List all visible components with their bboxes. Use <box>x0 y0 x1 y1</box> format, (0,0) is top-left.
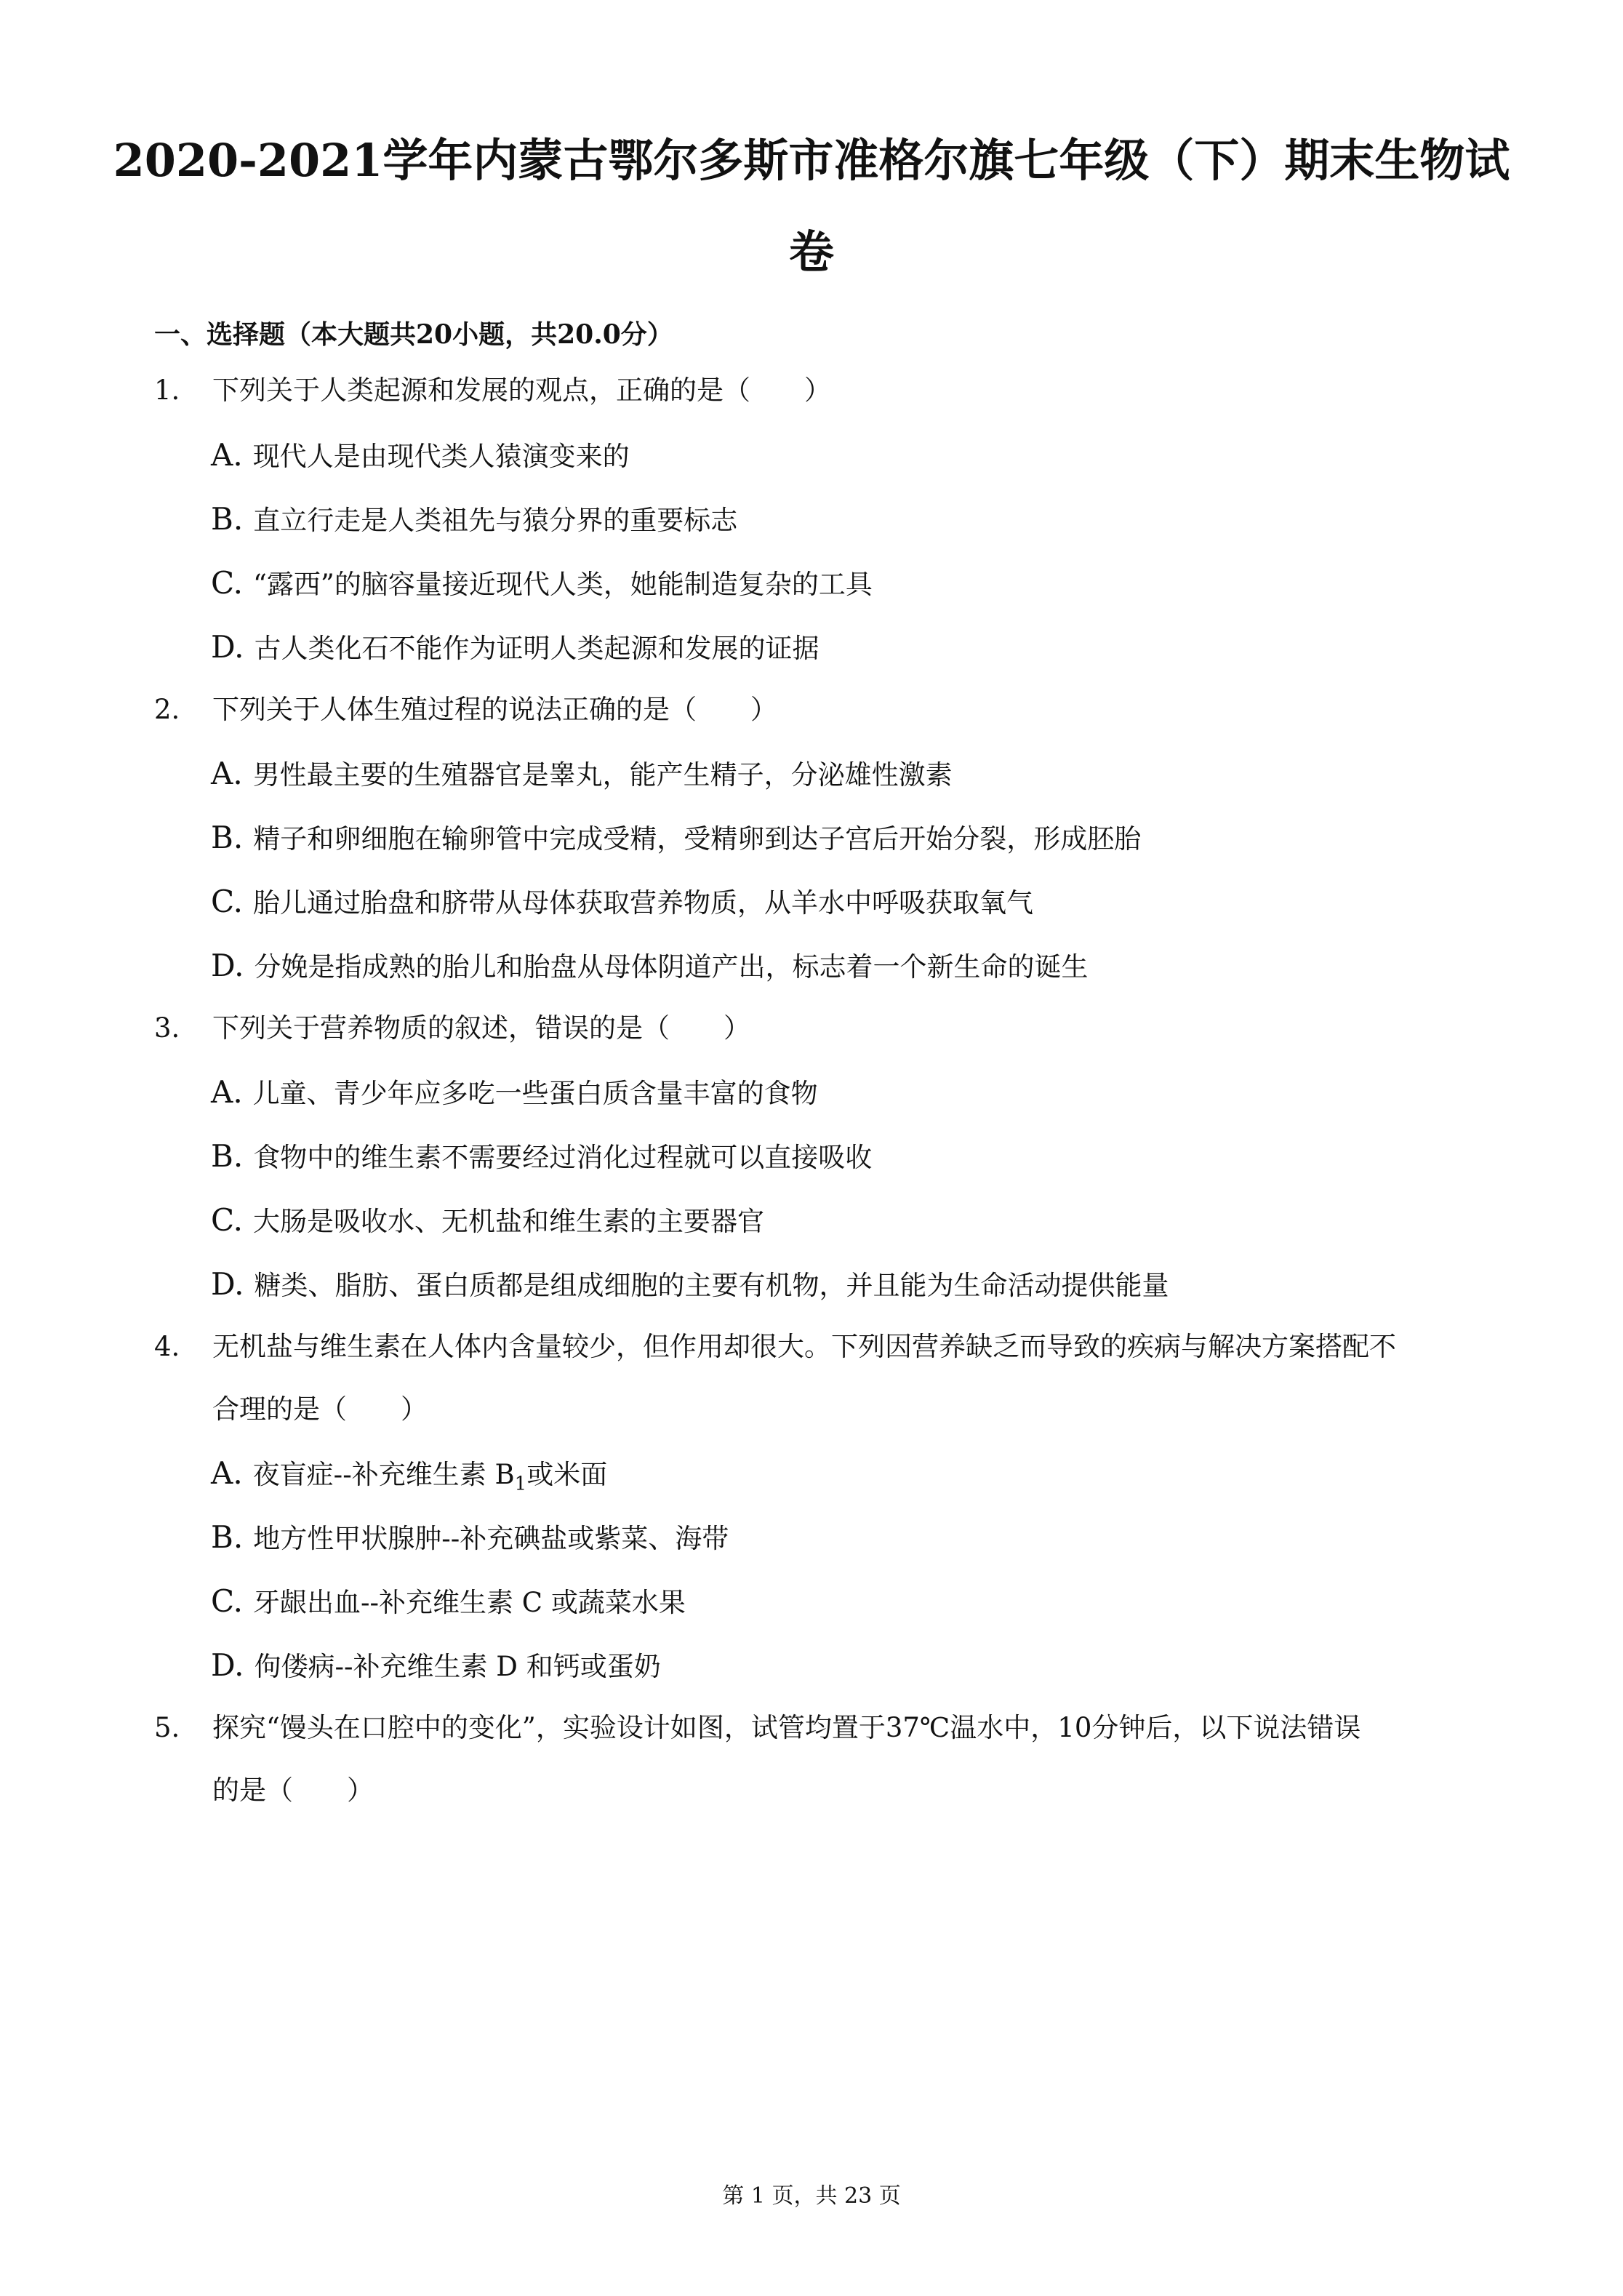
option-text: 夜盲症--补充维生素 B <box>252 1459 515 1490</box>
option-text: 分娩是指成熟的胎儿和胎盘从母体阴道产出，标志着一个新生命的诞生 <box>254 951 1089 983</box>
option-letter: A. <box>211 1455 243 1491</box>
option-text: 精子和卵细胞在输卵管中完成受精，受精卵到达子宫后开始分裂，形成胚胎 <box>253 823 1142 855</box>
option-c <box>211 880 1033 925</box>
option-d <box>211 1263 1169 1308</box>
option-text: 古人类化石不能作为证明人类起源和发展的证据 <box>254 633 819 664</box>
option-letter: C. <box>211 565 243 601</box>
option-letter: A. <box>211 437 243 473</box>
document-title <box>109 115 1514 298</box>
option-c <box>211 1580 686 1625</box>
question-text-line-1: 无机盐与维生素在人体内含量较少，但作用却很大。下列因营养缺乏而导致的疾病与解决方案搭配不 <box>212 1331 1396 1362</box>
option-b <box>211 1516 729 1561</box>
question-number: 1. <box>154 375 180 406</box>
question-text-line-1: 探究“馒头在口腔中的变化”，实验设计如图，试管均置于37℃温水中，10分钟后，以下说法错误 <box>212 1712 1361 1743</box>
question-number: 4. <box>154 1331 180 1362</box>
option-letter: D. <box>211 1647 244 1683</box>
option-text: 地方性甲状腺肿--补充碘盐或紫菜、海带 <box>253 1523 729 1554</box>
page-footer: 第 1 页，共 23 页 <box>722 2183 901 2209</box>
option-letter: A. <box>211 1074 243 1110</box>
title-line-2: 卷 <box>788 225 834 279</box>
option-b <box>211 1135 872 1180</box>
option-text: 现代人是由现代类人猿演变来的 <box>252 441 630 472</box>
question-text-line-2: 合理的是（ ） <box>212 1393 428 1425</box>
question-text: 下列关于人体生殖过程的说法正确的是（ ） <box>212 694 777 725</box>
title-line-1: 2020-2021学年内蒙古鄂尔多斯市准格尔旗七年级（下）期末生物试 <box>113 134 1510 187</box>
option-text-tail: 或米面 <box>526 1459 608 1490</box>
question-number: 5. <box>154 1712 180 1743</box>
option-text: 儿童、青少年应多吃一些蛋白质含量丰富的食物 <box>252 1078 818 1109</box>
question-text: 下列关于人类起源和发展的观点，正确的是（ ） <box>212 375 831 406</box>
option-text: 直立行走是人类祖先与猿分界的重要标志 <box>253 505 738 536</box>
option-a <box>211 1071 818 1116</box>
section-heading: 一、选择题（本大题共20小题，共20.0分） <box>154 319 673 350</box>
question-text-line-2: 的是（ ） <box>212 1775 374 1806</box>
option-letter: C. <box>211 1202 243 1238</box>
option-letter: D. <box>211 1266 244 1302</box>
subscript: 1 <box>514 1473 527 1495</box>
question-number: 2. <box>154 694 180 725</box>
option-c <box>211 1199 764 1244</box>
option-letter: B. <box>211 501 244 537</box>
option-a <box>211 752 953 797</box>
option-text: 牙龈出血--补充维生素 C 或蔬菜水果 <box>253 1587 686 1618</box>
option-a <box>211 1452 607 1505</box>
option-letter: B. <box>211 1138 244 1174</box>
option-d <box>211 1644 661 1689</box>
option-d <box>211 944 1089 989</box>
option-text: 胎儿通过胎盘和脐带从母体获取营养物质，从羊水中呼吸获取氧气 <box>253 887 1033 919</box>
question-text: 下列关于营养物质的叙述，错误的是（ ） <box>212 1012 750 1044</box>
option-text: 男性最主要的生殖器官是睾丸，能产生精子，分泌雄性激素 <box>252 759 953 791</box>
option-text: 糖类、脂肪、蛋白质都是组成细胞的主要有机物，并且能为生命活动提供能量 <box>254 1270 1169 1301</box>
option-text: 食物中的维生素不需要经过消化过程就可以直接吸收 <box>253 1142 873 1173</box>
option-b <box>211 497 737 543</box>
option-letter: D. <box>211 948 244 983</box>
option-text: “露西”的脑容量接近现代人类，她能制造复杂的工具 <box>253 569 873 600</box>
option-d <box>211 625 819 671</box>
option-letter: B. <box>211 1519 244 1555</box>
question-number: 3. <box>154 1012 180 1044</box>
option-c <box>211 561 873 607</box>
option-a <box>211 433 630 479</box>
option-letter: C. <box>211 884 243 919</box>
option-letter: D. <box>211 629 244 665</box>
option-text: 大肠是吸收水、无机盐和维生素的主要器官 <box>253 1206 764 1237</box>
option-letter: A. <box>211 756 243 791</box>
option-letter: B. <box>211 820 244 855</box>
option-text: 佝偻病--补充维生素 D 和钙或蛋奶 <box>254 1651 661 1682</box>
option-letter: C. <box>211 1583 243 1619</box>
option-b <box>211 816 1141 861</box>
